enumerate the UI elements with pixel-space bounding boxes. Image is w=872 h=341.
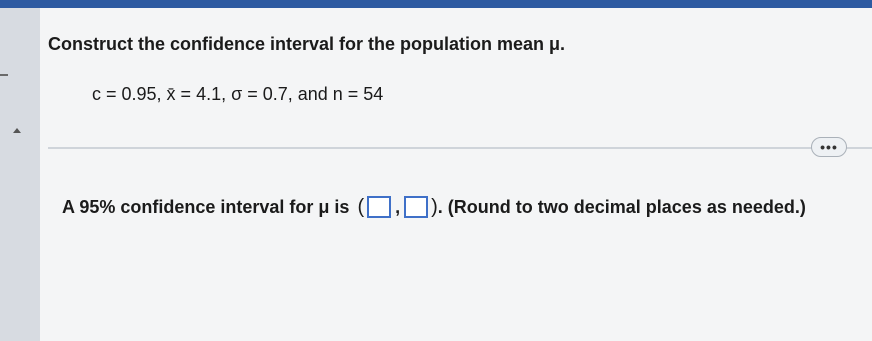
interval-comma: ,: [395, 196, 401, 217]
left-margin: [0, 8, 40, 341]
upper-bound-input[interactable]: [404, 196, 428, 218]
answer-prefix: A 95% confidence interval for μ is: [62, 196, 350, 217]
open-paren: (: [357, 196, 365, 218]
collapse-arrow-icon[interactable]: [13, 128, 21, 133]
section-divider: [48, 147, 872, 149]
answer-suffix: . (Round to two decimal places as needed.): [437, 196, 806, 217]
question-panel: [40, 8, 872, 341]
lower-bound-input[interactable]: [367, 196, 391, 218]
answer-line: [62, 196, 806, 218]
close-paren: ): [431, 196, 438, 218]
question-title: Construct the confidence interval for the population mean μ.: [48, 34, 566, 54]
more-options-button[interactable]: •••: [811, 137, 847, 157]
header-bar: [0, 0, 872, 8]
left-marker: [0, 74, 8, 76]
question-givens: c = 0.95, x̄ = 4.1, σ = 0.7, and n = 54: [92, 84, 384, 104]
